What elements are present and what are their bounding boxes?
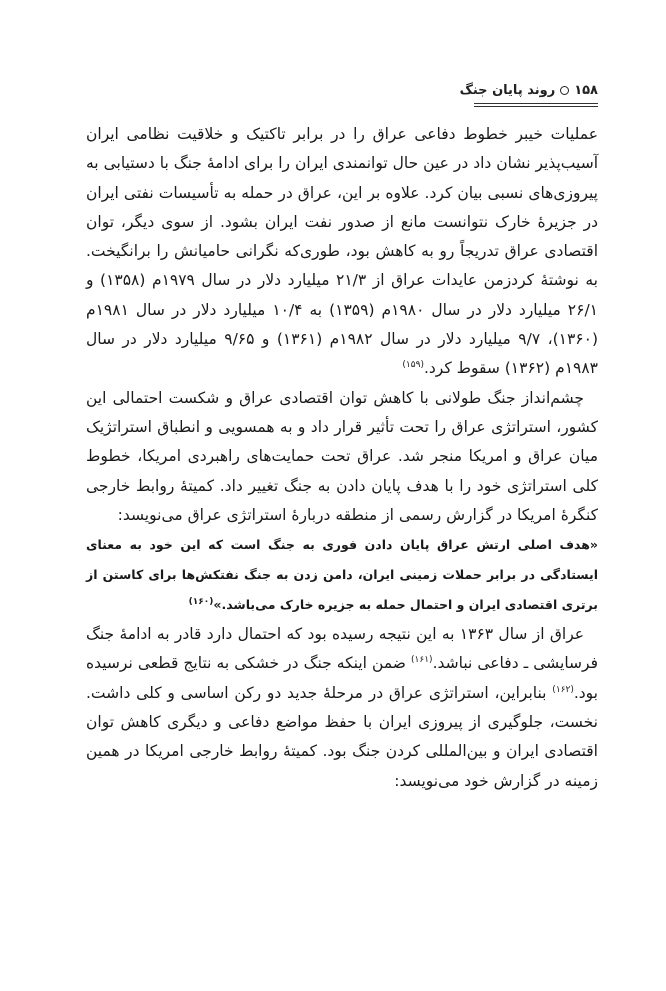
footnote-ref-160: (۱۶۰) (188, 597, 214, 607)
body-text (86, 120, 598, 796)
running-head (86, 79, 598, 101)
paragraph-2: چشم‌انداز جنگ طولانی با کاهش توان اقتصادی عراق و شکست احتمالی این کشور، استراتژی عراق را تحت تأثیر قرار داد و به همسویی و انطباق استراتژیک میان عراق و امریکا منجر شد. عراق تحت حمایت‌های راهبردی امریکا، خطوط کلی استراتژی خود را با هدف پایان دادن به جنگ تغییر داد. کمیتهٔ روابط خارجی کنگرهٔ امریکا در گزارش رسمی از منطقه دربارهٔ استراتژی عراق می‌نویسد: (86, 388, 598, 524)
footnote-ref-162: (۱۶۲) (552, 684, 574, 695)
block-quote (86, 530, 598, 620)
page-number: ۱۵۸ (574, 82, 598, 98)
header-rule (474, 103, 598, 104)
block-quote-text: «هدف اصلی ارتش عراق پایان دادن فوری به جنگ است که این خود به معنای ایستادگی در برابر حملات زمینی ایران، دامن زدن به جنگ نفتکش‌ها برای کاستن از برتری اقتصادی ایران و احتمال حمله به جزیره خارک می‌باشد.» (86, 537, 598, 613)
paragraph-3-text-b: ضمن اینکه جنگ در خشکی به نتایج قطعی نرسیده بود. (86, 654, 598, 702)
paragraph-3-text-c: بنابراین، استراتژی عراق در مرحلهٔ جدید دو رکن اساسی و کلی داشت. نخست، جلوگیری از پیروزی ایران با حفظ مواضع دفاعی و دیگری کاهش توان اقتصادی ایران و بین‌المللی کردن جنگ بود. کمیتهٔ روابط خارجی امریکا در همین زمینه در گزارش خود می‌نویسد: (86, 683, 598, 790)
circle-bullet-icon (560, 86, 569, 95)
footnote-ref-161: (۱۶۱) (411, 655, 433, 666)
footnote-ref-159: (۱۵۹) (402, 360, 424, 371)
header-rule-double (474, 106, 598, 107)
paragraph-3-text-a: عراق از سال ۱۳۶۳ به این نتیجه رسیده بود که احتمال دارد قادر به ادامهٔ جنگ فرسایشی ـ دفاعی نباشد. (86, 625, 598, 673)
paragraph-1-text: عملیات خیبر خطوط دفاعی عراق را در برابر تاکتیک و خلاقیت نظامی ایران آسیب‌پذیر نشان داد در عین حال توانمندی ایران را برای ادامهٔ جنگ با دستیابی به پیروزی‌های نسبی بیان کرد. علاوه بر این، عراق در حمله به تأسیسات نفتی ایران در جزیرهٔ خارک نتوانست مانع از صدور نفت ایران بشود. از سوی دیگر، توان اقتصادی عراق تدریجاً رو به کاهش بود، طوری‌که نگرانی حامیانش را برانگیخت. به نوشتهٔ کردزمن عایدات عراق از ۲۱/۳ میلیارد دلار در سال ۱۹۷۹م (۱۳۵۸) و ۲۶/۱ میلیارد دلار در سال ۱۹۸۰م (۱۳۵۹) به ۱۰/۴ میلیارد دلار در سال ۱۹۸۱م (۱۳۶۰)، ۹/۷ میلیارد دلار در سال ۱۹۸۲م (۱۳۶۱) و ۹/۶۵ میلیارد دلار در سال ۱۹۸۳م (۱۳۶۲) سقوط کرد. (86, 125, 599, 378)
running-title: روند پایان جنگ (459, 82, 556, 98)
paragraph-1 (86, 120, 598, 384)
paragraph-3 (86, 620, 598, 796)
